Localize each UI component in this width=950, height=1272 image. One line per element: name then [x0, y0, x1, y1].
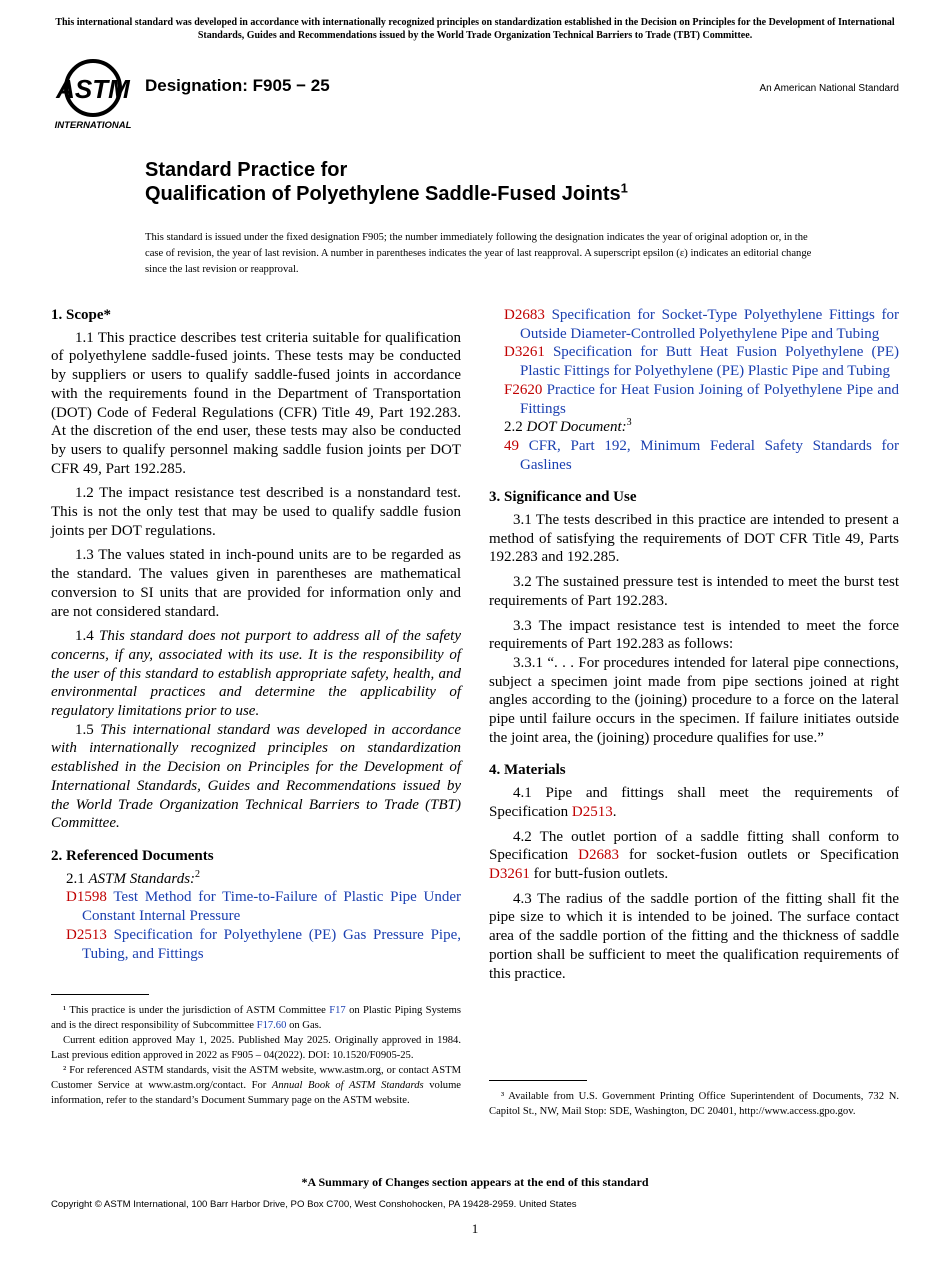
scope-heading: 1. Scope* [51, 307, 111, 323]
link-d2683[interactable]: D2683 [578, 847, 619, 864]
footnote-2 [51, 1063, 461, 1108]
para-1-5 [51, 721, 461, 833]
footnote-1-edition: Current edition approved May 1, 2025. Published May 2025. Originally approved in 1984. Last previous edition approved in 2022 as F905 – 04(2022). DOI: 10.1520/F0905-25. [51, 1035, 461, 1061]
designation: Designation: F905 − 25 [145, 76, 330, 95]
para-3-3-1: 3.3.1 “. . . For procedures intended for lateral pipe connections, subject a specimen joint made from pipe sections joined at right angles according to the (joining) procedure to a force on the lateral pipe until failure occurs in the specimen. If failure initiates outside the joint area, the (joining) procedure qualifies for use.” [489, 654, 899, 746]
ref-title[interactable]: Test Method for Time-to-Failure of Plastic Pipe Under Constant Internal Pressure [82, 889, 461, 925]
footnote-3: ³ Available from U.S. Government Printing Office Superintendent of Documents, 732 N. Capitol St., NW, Mail Stop: SDE, Washington, DC 20401, http://www.access.gpo.gov. [489, 1091, 899, 1117]
ref-code[interactable]: D3261 [504, 344, 545, 361]
para-3-3: 3.3 The impact resistance test is intended to meet the force requirements of Part 192.283 as follows: [489, 617, 899, 653]
para-4-2-end: for butt-fusion outlets. [533, 865, 669, 882]
ref-code[interactable]: 49 [504, 437, 519, 454]
ref-title[interactable]: Specification for Polyethylene (PE) Gas Pressure Pipe, Tubing, and Fittings [82, 926, 461, 962]
top-notice: This international standard was developed in accordance with internationally recognized principles on standardization established in the Decision on Principles for the Development of International Standards, Guides and Recommendations issued by the World Trade Organization Technical Barriers to Trade (TBT) Committee. [55, 17, 895, 41]
fn1-text: ¹ This practice is under the jurisdiction of ASTM Committee [63, 1005, 326, 1016]
left-column [51, 306, 461, 963]
para-1-1: 1.1 This practice describes test criteria suitable for qualification of polyethylene saddle-fused joints. These tests may be conducted by suppliers or users to qualify saddle-fused joints in accordance with the requirements found in the Department of Transportation (DOT) Code of Federal Regulations (CFR) Title 49, Part 192.283. At the discretion of the end user, these tests may also be conducted by users to qualify personnel making saddle fusion joints per DOT CFR 49, Part 192.285. [51, 329, 461, 477]
significance-heading: 3. Significance and Use [489, 489, 637, 506]
fn2-text-b: volume information, refer to the standard’s Document Summary page on the ASTM website. [51, 1080, 462, 1106]
title-line1: Standard Practice for [145, 159, 348, 181]
para-3-2: 3.2 The sustained pressure test is intended to meet the burst test requirements of Part 192.283. [489, 574, 899, 609]
page-title [145, 158, 628, 206]
ref-code[interactable]: F2620 [504, 381, 543, 398]
para-1-5-text: This international standard was developed in accordance with internationally recognized principles on standardization established in the Decision on Principles for the Development of International Standards, Guides and Recommendations issued by the World Trade Organization Technical Barriers to Trade (TBT) Committee. [51, 721, 461, 832]
ref-d2683[interactable] [489, 306, 899, 343]
footnotes-left [51, 994, 461, 1108]
dot-sup: 3 [626, 417, 632, 429]
para-3-1: 3.1 The tests described in this practice are intended to present a method of satisfying the requirements of DOT CFR Title 49, Parts 192.283 and 192.285. [489, 512, 899, 566]
ref-title[interactable]: Practice for Heat Fusion Joining of Polyethylene Pipe and Fittings [520, 381, 899, 417]
astm-label: ASTM Standards: [88, 870, 196, 887]
para-4-2 [489, 828, 899, 884]
copyright: Copyright © ASTM International, 100 Barr Harbor Drive, PO Box C700, West Conshohocken, PA 19428-2959. United States [51, 1199, 577, 1210]
title-footnote-marker: 1 [620, 180, 628, 196]
issued-note: This standard is issued under the fixed designation F905; the number immediately following the designation indicates the year of original adoption or, in the case of revision, the year of last revision. A number in parentheses indicates the year of last reapproval. A superscript epsilon (ε) indicates an editorial change since the last revision or reapproval. [145, 232, 812, 275]
para-4-1-end: . [612, 803, 617, 820]
astm-logo [52, 56, 134, 132]
para-4-2-mid: for socket-fusion outlets or Specification [629, 847, 900, 864]
para-1-4 [51, 627, 461, 721]
logo-subtext: INTERNATIONAL [54, 120, 132, 131]
para-1-4-num: 1.4 [75, 628, 94, 645]
dot-num: 2.2 [504, 419, 523, 436]
para-4-1 [489, 784, 899, 821]
link-d2513[interactable]: D2513 [571, 803, 613, 820]
link-f17[interactable]: F17 [329, 1005, 346, 1016]
ref-d3261[interactable] [489, 343, 899, 380]
ref-title[interactable]: Specification for Socket-Type Polyethylene Fittings for Outside Diameter-Controlled Polyethylene Pipe and Tubing [520, 307, 899, 342]
ref-title[interactable]: CFR, Part 192, Minimum Federal Safety Standards for Gaslines [520, 437, 900, 473]
ref-d1598[interactable] [51, 888, 461, 925]
american-national-standard: An American National Standard [759, 83, 899, 94]
fn1-text-b: on Plastic Piping Systems and is the direct responsibility of Subcommittee [51, 1005, 462, 1031]
summary-note: *A Summary of Changes section appears at the end of this standard [301, 1175, 649, 1189]
title-line2-text: Qualification of Polyethylene Saddle-Fused Joints [145, 183, 621, 205]
link-d3261[interactable]: D3261 [489, 865, 530, 882]
ref-49-cfr[interactable] [489, 437, 899, 474]
footnotes-right [489, 1080, 899, 1119]
footnote-1 [51, 1003, 461, 1033]
astm-standards-label [51, 870, 461, 889]
fn1-text-c: on Gas. [289, 1020, 322, 1031]
fn2-text: ² For referenced ASTM standards, visit the ASTM website, www.astm.org, or contact ASTM Customer Service at www.astm.org/contact. For [51, 1065, 461, 1091]
para-1-2: 1.2 The impact resistance test described is a nonstandard test. This is not the only test that may be used to qualify saddle fusion joints per DOT regulations. [51, 485, 461, 539]
ref-code[interactable]: D1598 [66, 889, 107, 906]
logo-text: ASTM [56, 74, 130, 104]
referenced-heading: 2. Referenced Documents [51, 847, 214, 864]
right-column [489, 306, 899, 983]
ref-title[interactable]: Specification for Butt Heat Fusion Polyethylene (PE) Plastic Fittings for Polyethylene (PE) Plastic Pipe and Tubing [520, 344, 899, 380]
fn2-ital: Annual Book of ASTM Standards [271, 1080, 424, 1091]
astm-num: 2.1 [66, 870, 85, 887]
para-1-5-num: 1.5 [75, 721, 94, 738]
ref-code[interactable]: D2683 [504, 307, 545, 323]
page-number: 1 [471, 1221, 479, 1236]
para-4-1-text: 4.1 Pipe and fittings shall meet the requirements of Specification [489, 785, 899, 820]
ref-d2513[interactable] [51, 926, 461, 963]
para-4-2-text: 4.2 The outlet portion of a saddle fitting shall conform to Specification [489, 828, 899, 864]
materials-heading: 4. Materials [489, 762, 566, 779]
astm-sup: 2 [195, 868, 201, 880]
ref-f2620[interactable] [489, 381, 899, 418]
para-1-4-text: This standard does not purport to address all of the safety concerns, if any, associated with its use. It is the responsibility of the user of this standard to establish appropriate safety, health, and environmental practices and determine the applicability of regulatory limitations prior to use. [51, 628, 462, 720]
ref-code[interactable]: D2513 [66, 926, 107, 943]
link-f17-60[interactable]: F17.60 [256, 1020, 287, 1031]
para-4-3: 4.3 The radius of the saddle portion of the fitting shall fit the pipe size to which it is intended to be joined. The surface contact area of the saddle portion of the fitting and the thickness of saddle portion shall be sufficient to meet the qualification requirements of this practice. [489, 890, 899, 982]
title-line2 [145, 182, 628, 206]
dot-label: DOT Document: [526, 419, 627, 436]
para-1-3: 1.3 The values stated in inch-pound units are to be regarded as the standard. The values given in parentheses are mathematical conversion to SI units that are provided for information only and are not considered standard. [51, 547, 461, 620]
dot-document-label [489, 418, 899, 437]
